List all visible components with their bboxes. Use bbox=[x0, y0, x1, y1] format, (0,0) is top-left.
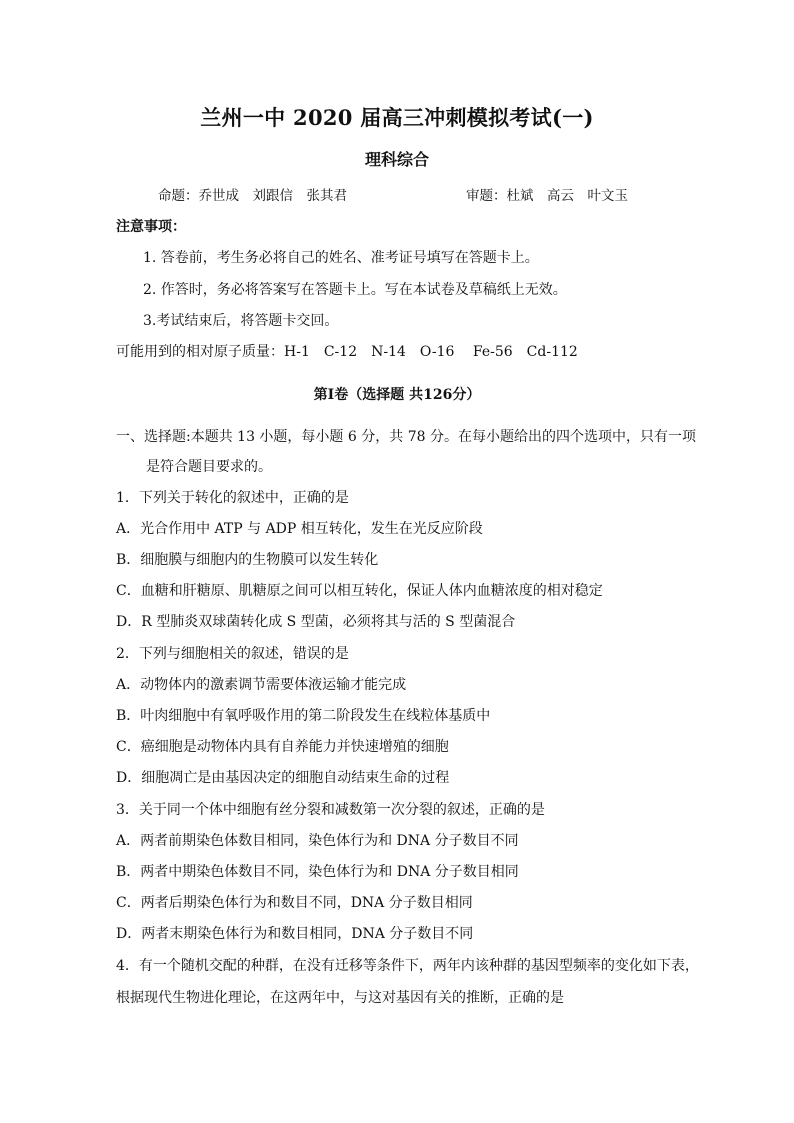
reviewers-text: 审题：杜斌 高云 叶文玉 bbox=[466, 188, 628, 204]
question-stem-cont: 根据现代生物进化理论，在这两年中，与这对基因有关的推断，正确的是 bbox=[116, 990, 564, 1006]
option-d: D．R 型肺炎双球菌转化成 S 型菌，必须将其与活的 S 型菌混合 bbox=[116, 614, 516, 630]
notice-item: 1. 答卷前，考生务必将自己的姓名、准考证号填写在答题卡上。 bbox=[143, 250, 539, 266]
atomic-mass-line: 可能用到的相对原子质量：H-1 C-12 N-14 O-16 Fe-56 Cd-112 bbox=[116, 344, 578, 360]
option-d: D．细胞凋亡是由基因决定的细胞自动结束生命的过程 bbox=[116, 770, 450, 786]
section-instruction-cont: 是符合题目要求的。 bbox=[146, 459, 272, 475]
section-instruction: 一、选择题:本题共 13 小题，每小题 6 分，共 78 分。在每小题给出的四个选项中，只有一项 bbox=[116, 429, 696, 445]
option-b: B．叶肉细胞中有氧呼吸作用的第二阶段发生在线粒体基质中 bbox=[116, 708, 491, 724]
option-a: A．光合作用中 ATP 与 ADP 相互转化，发生在光反应阶段 bbox=[116, 521, 483, 537]
option-c: C．两者后期染色体行为和数目不同，DNA 分子数目相同 bbox=[116, 895, 473, 911]
question-stem: 4．有一个随机交配的种群，在没有迁移等条件下，两年内该种群的基因型频率的变化如下表， bbox=[116, 958, 699, 974]
notice-item: 2. 作答时，务必将答案写在答题卡上。写在本试卷及草稿纸上无效。 bbox=[143, 282, 567, 298]
option-c: C．血糖和肝糖原、肌糖原之间可以相互转化，保证人体内血糖浓度的相对稳定 bbox=[116, 583, 603, 599]
option-a: A．动物体内的激素调节需要体液运输才能完成 bbox=[116, 677, 407, 693]
proposers-text: 命题：乔世成 刘跟信 张其君 bbox=[158, 188, 347, 204]
exam-subject: 理科综合 bbox=[364, 150, 429, 169]
question-stem: 2．下列与细胞相关的叙述，错误的是 bbox=[116, 646, 349, 662]
notice-heading: 注意事项： bbox=[116, 219, 186, 235]
option-a: A．两者前期染色体数目相同，染色体行为和 DNA 分子数目不同 bbox=[116, 833, 519, 849]
notice-item: 3.考试结束后，将答题卡交回。 bbox=[143, 313, 339, 329]
question-stem: 3．关于同一个体中细胞有丝分裂和减数第一次分裂的叙述，正确的是 bbox=[116, 802, 545, 818]
option-d: D．两者末期染色体行为和数目相同，DNA 分子数目不同 bbox=[116, 926, 474, 942]
exam-title: 兰州一中 2020 届高三冲刺模拟考试(一) bbox=[200, 105, 594, 130]
option-b: B．细胞膜与细胞内的生物膜可以发生转化 bbox=[116, 552, 379, 568]
question-stem: 1．下列关于转化的叙述中，正确的是 bbox=[116, 490, 349, 506]
section-title: 第Ⅰ卷（选择题 共126分） bbox=[313, 387, 481, 403]
option-c: C．癌细胞是动物体内具有自养能力并快速增殖的细胞 bbox=[116, 739, 449, 755]
option-b: B．两者中期染色体数目不同，染色体行为和 DNA 分子数目相同 bbox=[116, 864, 519, 880]
